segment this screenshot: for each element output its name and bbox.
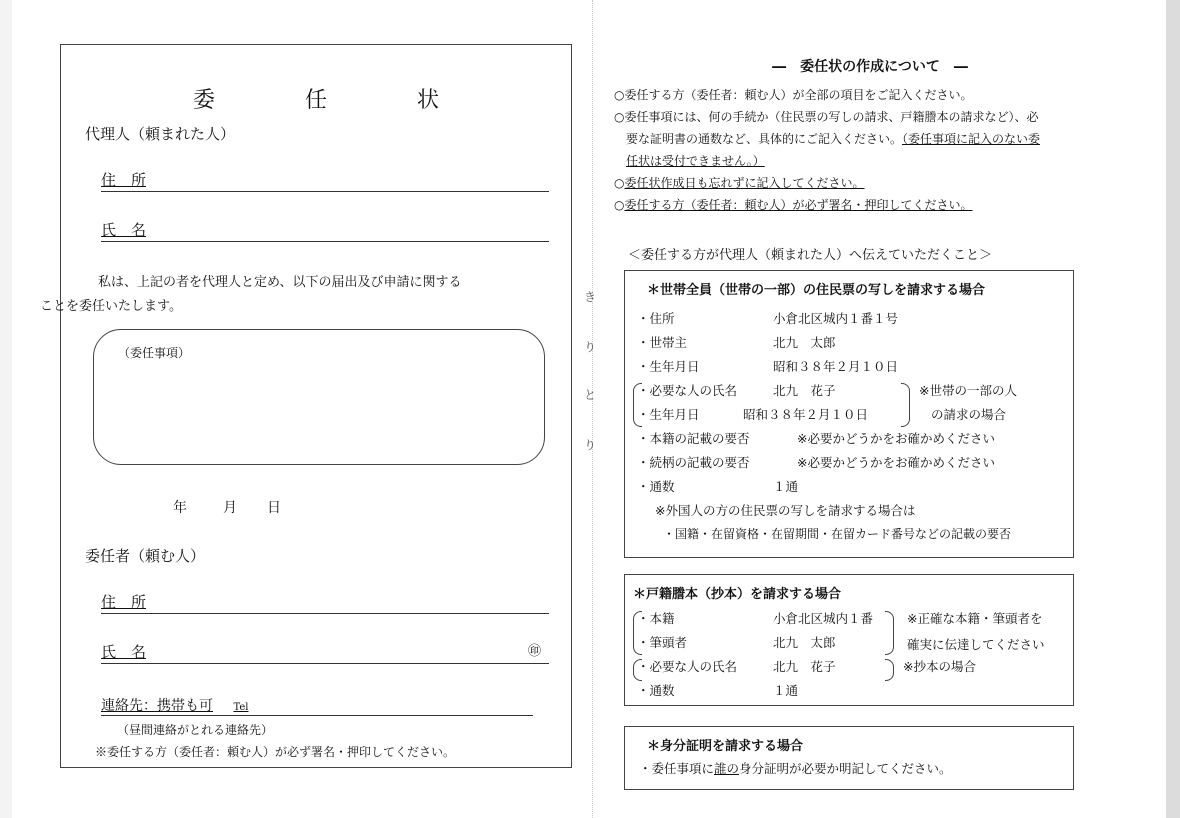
circle-mark: ○ <box>614 198 625 212</box>
instruction-item: ○委任する方（委任者：頼む人）が全部の項目をご記入ください。 <box>614 88 973 102</box>
note: ※抄本の場合 <box>903 659 976 674</box>
item-value: 小倉北区城内１番１号 <box>773 311 899 326</box>
item-value: ※必要かどうかをお確かめください <box>797 431 995 446</box>
family-register-box <box>624 574 1074 706</box>
item-key: ・住所 <box>637 311 675 326</box>
instruction-warning: （委任事項に記入のない委 <box>902 132 1041 146</box>
box-heading: ＊世帯全員（世帯の一部）の住民票の写しを請求する場合 <box>647 283 986 298</box>
foreign-note: ・国籍・在留資格・在留期間・在留カード番号などの記載の要否 <box>663 527 1012 541</box>
note-text: 身分証明が必要か明記してください。 <box>739 761 952 776</box>
instruction-item <box>614 172 865 194</box>
partial-note: の請求の場合 <box>931 407 1007 422</box>
date-month: 月 <box>223 500 237 516</box>
cut-line-char: き <box>584 290 597 304</box>
agent-heading: 代理人（頼まれた人） <box>85 125 236 143</box>
section-heading: ＜委任する方が代理人（頼まれた人）へ伝えていただくこと＞ <box>628 248 993 263</box>
note-emphasis: 誰の <box>714 761 740 776</box>
contact-field[interactable] <box>101 695 533 716</box>
name-label: 氏 名 <box>101 221 147 239</box>
instructions-title: ― 委任状の作成について ― <box>772 59 968 75</box>
instruction-item <box>626 128 1040 150</box>
item-key: ・通数 <box>637 683 675 698</box>
instruction-signature-note: 委任する方（委任者：頼む人）が必ず署名・押印してください。 <box>624 198 973 212</box>
power-of-attorney-form <box>40 44 572 768</box>
delegator-heading: 委任者（頼む人） <box>85 547 206 565</box>
address-label: 住 所 <box>101 171 147 189</box>
address-label: 住 所 <box>101 593 147 611</box>
statement-line: 私は、上記の者を代理人と定め、以下の届出及び申請に関する <box>98 275 462 290</box>
item-key: ・世帯主 <box>637 335 688 350</box>
item-value: 小倉北区城内１番 <box>773 611 874 626</box>
note: ※正確な本籍・筆頭者を <box>907 611 1043 626</box>
item-value: 昭和３８年２月１０日 <box>743 407 869 422</box>
resident-record-box <box>624 270 1074 558</box>
partial-note: ※世帯の一部の人 <box>919 383 1017 398</box>
item-key: ・通数 <box>637 479 675 494</box>
box-heading: ＊戸籍謄本（抄本）を請求する場合 <box>633 587 842 602</box>
item-key: ・筆頭者 <box>637 635 688 650</box>
scrollbar[interactable] <box>1166 0 1180 818</box>
item-value: 北九 花子 <box>773 659 836 674</box>
note: 確実に伝達してください <box>907 637 1045 652</box>
item-key: ・本籍 <box>637 611 675 626</box>
item-key: ・生年月日 <box>637 359 700 374</box>
date-day: 日 <box>267 500 281 516</box>
agent-address-field[interactable] <box>101 169 549 192</box>
signature-note: ※委任する方（委任者：頼む人）が必ず署名・押印してください。 <box>95 745 456 759</box>
item-value: 北九 太郎 <box>773 635 836 650</box>
item-key: ・生年月日 <box>637 407 700 422</box>
cut-line-char: と <box>584 388 597 402</box>
contact-label: 連絡先：携帯も可 <box>101 698 213 714</box>
item-value: 北九 太郎 <box>773 335 836 350</box>
right-brace <box>901 383 910 427</box>
delegator-address-field[interactable] <box>101 591 549 614</box>
item-key: ・必要な人の氏名 <box>637 383 738 398</box>
form-title: 委 任 状 <box>192 88 473 113</box>
identity-certificate-box <box>624 726 1074 790</box>
instruction-date-note: 委任状作成日も忘れずに記入してください。 <box>624 176 865 190</box>
note-text: ・委任事項に <box>639 761 715 776</box>
circle-mark: ○ <box>614 176 625 190</box>
delegated-matters-box[interactable] <box>93 329 545 465</box>
seal-mark: ㊞ <box>527 644 541 659</box>
instruction-item <box>614 194 973 216</box>
right-brace <box>885 659 894 681</box>
matters-label: （委任事項） <box>118 346 191 360</box>
statement-line: ことを委任いたします。 <box>40 299 182 314</box>
foreign-note: ※外国人の方の住民票の写しを請求する場合は <box>655 503 916 518</box>
instruction-item: ○委任事項には、何の手続か（住民票の写しの請求、戸籍謄本の請求など）、必 <box>614 110 1039 124</box>
box-heading: ＊身分証明を請求する場合 <box>647 739 804 754</box>
item-key: ・必要な人の氏名 <box>637 659 738 674</box>
name-label: 氏 名 <box>101 643 147 661</box>
item-value: １通 <box>773 683 799 698</box>
cut-line-char: り <box>584 340 597 354</box>
item-key: ・続柄の記載の要否 <box>637 455 750 470</box>
identity-note <box>639 759 952 777</box>
agent-name-field[interactable] <box>101 219 549 242</box>
item-value: 北九 花子 <box>773 383 836 398</box>
item-value: ※必要かどうかをお確かめください <box>797 455 995 470</box>
delegation-statement <box>40 271 555 319</box>
item-key: ・本籍の記載の要否 <box>637 431 750 446</box>
tel-label: Tel <box>233 702 249 713</box>
right-brace <box>885 611 894 655</box>
instruction-text: 要な証明書の通数など、具体的にご記入ください。 <box>626 132 903 146</box>
date-year: 年 <box>173 500 187 516</box>
daytime-contact-note: （昼間連絡がとれる連絡先） <box>117 723 274 737</box>
cut-line-char: り <box>584 438 597 452</box>
cut-divider <box>592 0 593 818</box>
item-value: 昭和３８年２月１０日 <box>773 359 899 374</box>
instruction-warning: 任状は受付できません。） <box>626 154 765 168</box>
item-value: １通 <box>773 479 799 494</box>
delegator-name-field[interactable] <box>101 641 549 664</box>
